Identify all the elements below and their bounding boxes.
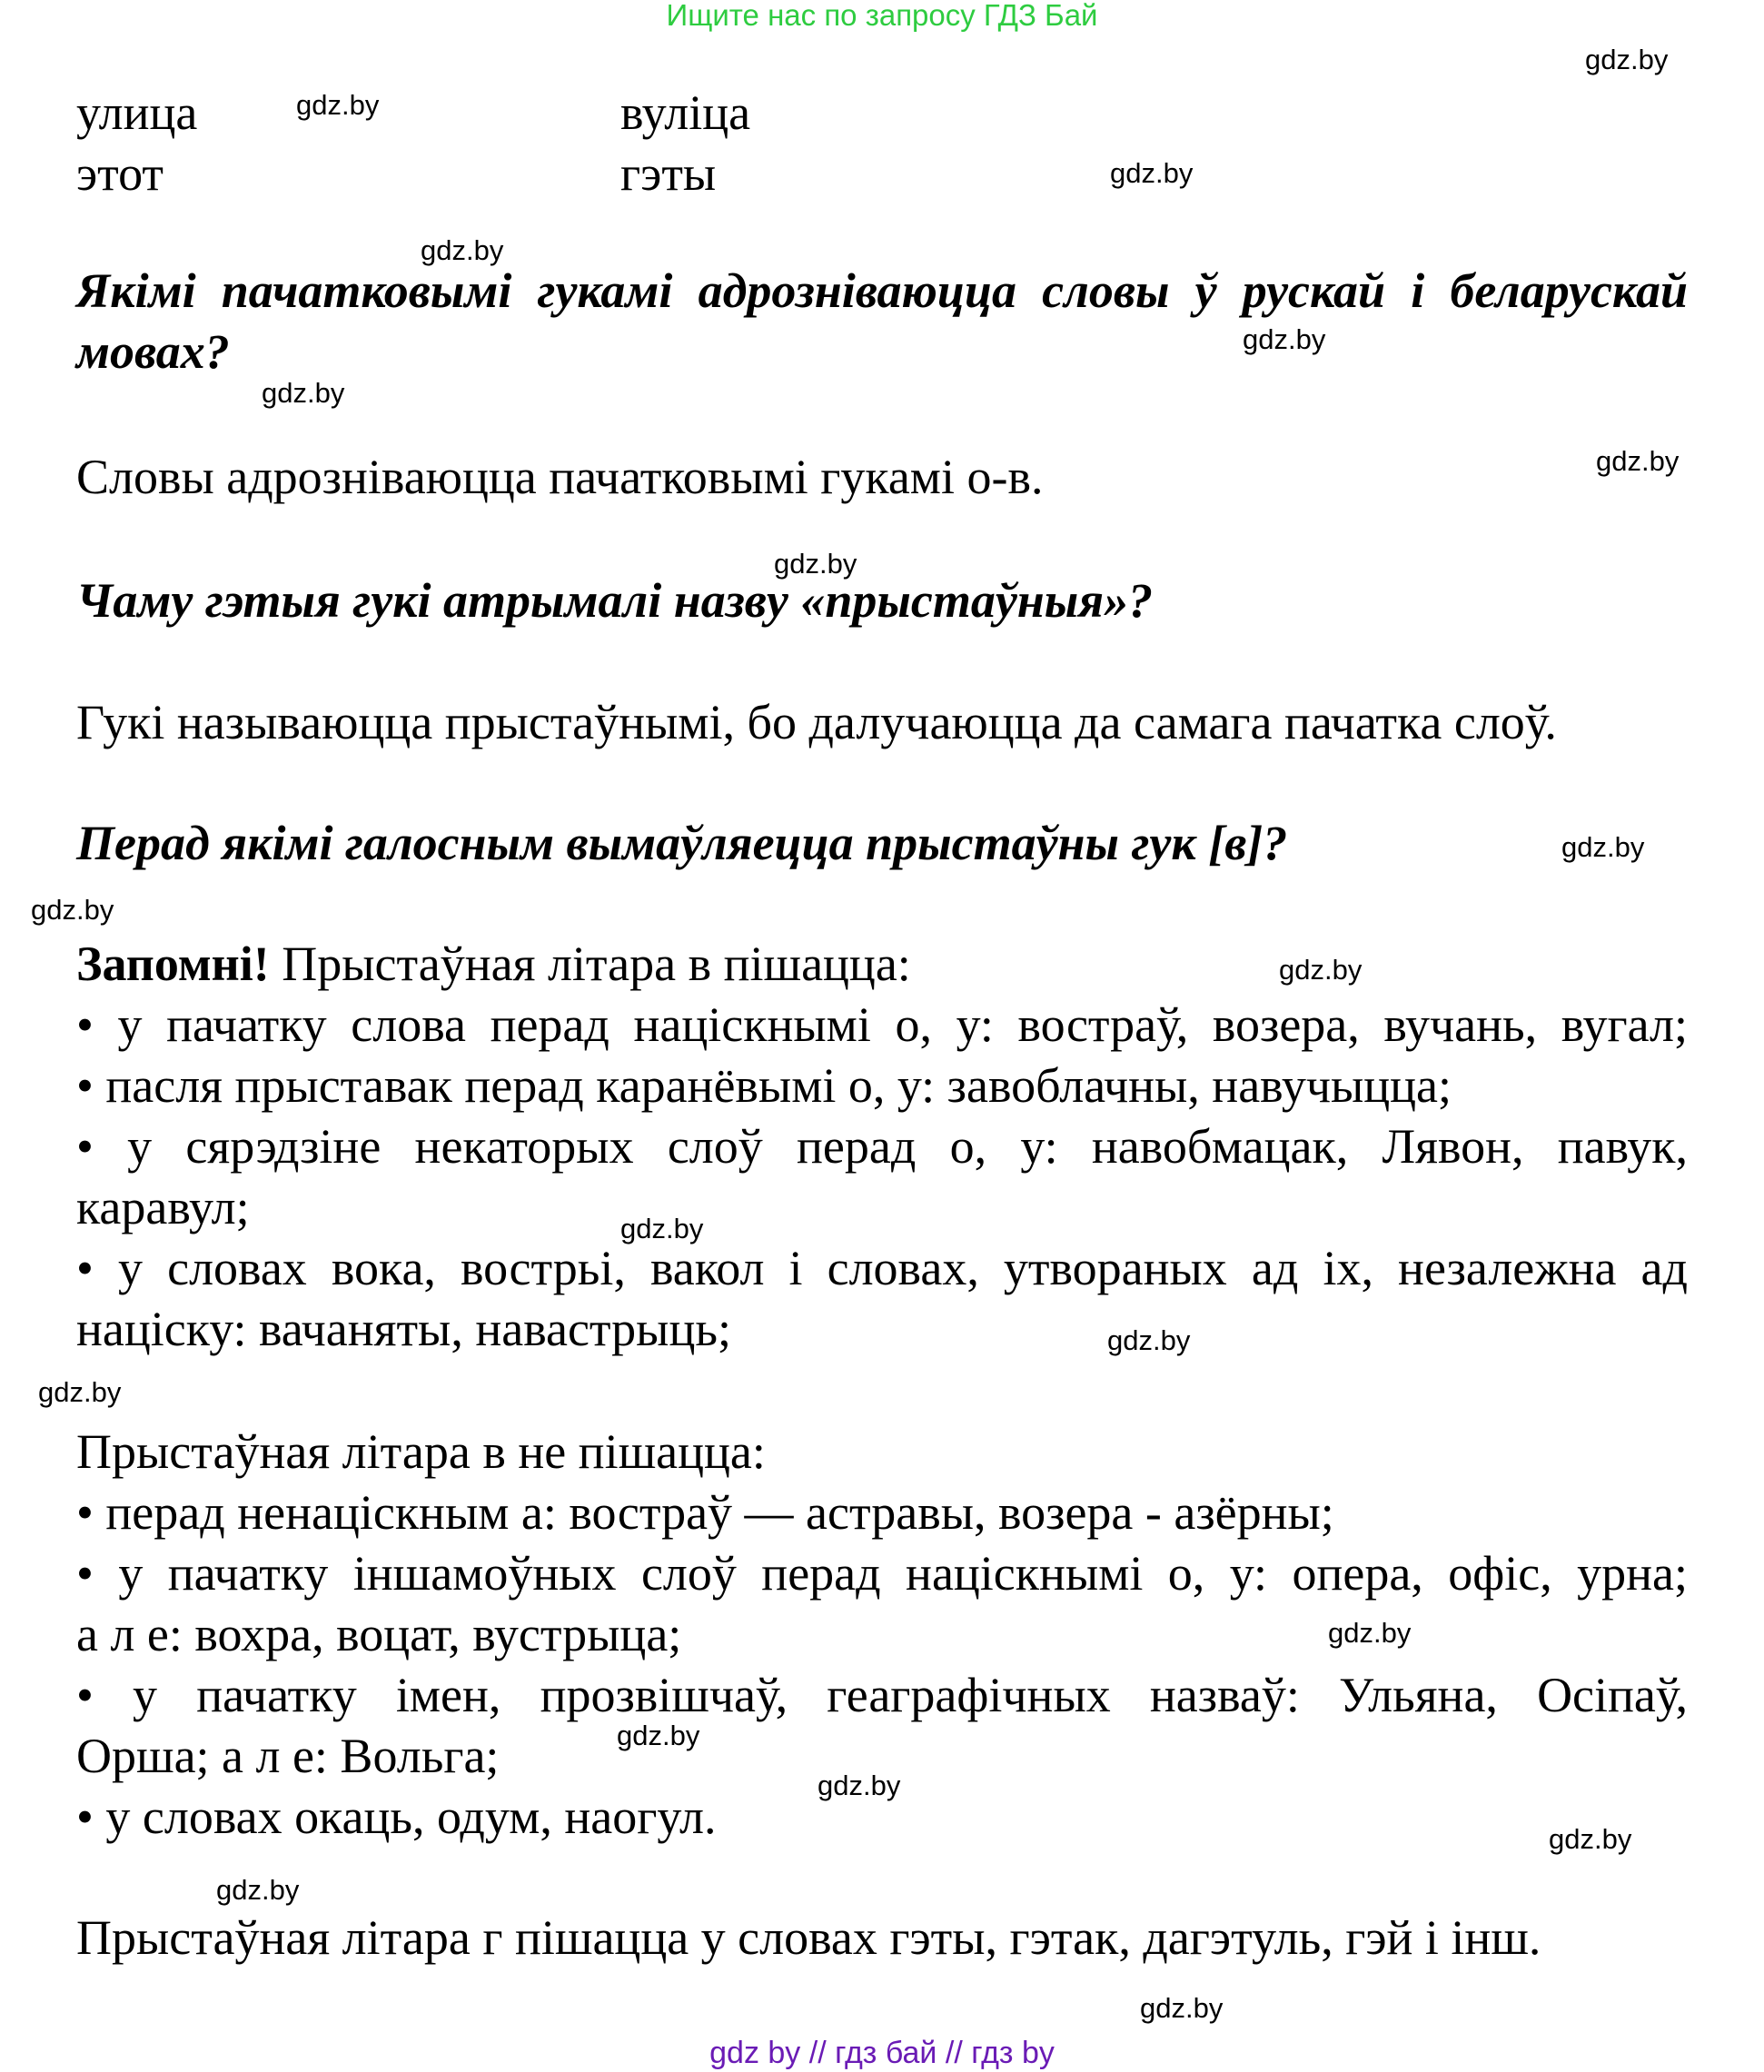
- watermark: gdz.by: [1585, 44, 1669, 75]
- watermark: gdz.by: [262, 377, 345, 409]
- answer-prosthetic-name: Гукі называюцца прыстаўнымі, бо далучаюцца да самага пачатка слоў.: [76, 695, 1557, 749]
- rule-v-not-written: [76, 1422, 1688, 1848]
- watermark: gdz.by: [774, 548, 857, 580]
- word-be: вуліца: [620, 85, 751, 140]
- watermark: gdz.by: [1549, 1823, 1632, 1855]
- watermark: gdz.by: [421, 234, 504, 266]
- search-banner: Ищите нас по запросу ГДЗ Бай: [666, 0, 1098, 32]
- watermark: gdz.by: [1328, 1617, 1412, 1649]
- rule-v-written: [76, 934, 1688, 1360]
- rule-line: а л е: вохра, воцат, вустрыца;: [76, 1607, 682, 1661]
- watermark: gdz.by: [1561, 831, 1645, 863]
- watermark: gdz.by: [620, 1213, 704, 1244]
- watermark: gdz.by: [1243, 323, 1326, 355]
- rule-line: • у сярэдзіне некаторых слоў перад о, у: навобмацак, Лявон, павук,: [76, 1119, 1688, 1174]
- rule-line: • пасля прыставак перад каранёвымі о, у: завоблачны, навучыцца;: [76, 1058, 1452, 1113]
- word-ru: улица: [76, 85, 198, 140]
- rule-line: націску: вачаняты, навастрыць;: [76, 1302, 731, 1356]
- rule-line: • у пачатку імен, прозвішчаў, геаграфічных назваў: Ульяна, Осіпаў,: [76, 1668, 1688, 1722]
- rule-title: Прыстаўная літара в пішацца:: [269, 937, 911, 991]
- question-prosthetic-name: Чаму гэтыя гукі атрымалі назву «прыстаўныя»?: [76, 573, 1154, 628]
- rule-line: • у пачатку іншамоўных слоў перад націскнымі о, у: опера, офіс, урна;: [76, 1546, 1688, 1601]
- rule-title: Прыстаўная літара в не пішацца:: [76, 1424, 766, 1479]
- watermark: gdz.by: [818, 1770, 901, 1801]
- rule-line: Орша; а л е: Вольга;: [76, 1729, 500, 1783]
- rule-g-written: Прыстаўная літара г пішацца у словах гэты, гэтак, дагэтуль, гэй і інш.: [76, 1910, 1541, 1965]
- watermark: gdz.by: [31, 894, 114, 926]
- watermark: gdz.by: [617, 1720, 700, 1751]
- rule-line: каравул;: [76, 1180, 250, 1234]
- watermark: gdz.by: [1279, 954, 1363, 986]
- remember-label: Запомні!: [76, 937, 270, 991]
- rule-line: • у пачатку слова перад націскнымі о, у: востраў, возера, вучань, вугал;: [76, 997, 1688, 1052]
- word-ru: этот: [76, 146, 164, 201]
- watermark: gdz.by: [296, 89, 380, 121]
- question-prosthetic-v: Перад якімі галосным вымаўляецца прыстаўны гук [в]?: [76, 816, 1288, 870]
- watermark: gdz.by: [1596, 445, 1680, 477]
- word-be: гэты: [620, 146, 717, 201]
- footer-links: gdz by // гдз бай // гдз by: [709, 2036, 1055, 2070]
- watermark: gdz.by: [1107, 1324, 1191, 1356]
- question-initial-sounds: Якімі пачатковымі гукамі адрозніваюцца словы ў рускай і беларускай мовах?: [76, 263, 1688, 379]
- watermark: gdz.by: [216, 1874, 300, 1906]
- watermark: gdz.by: [38, 1376, 122, 1408]
- watermark: gdz.by: [1140, 1992, 1224, 2024]
- rule-line: • у словах окаць, одум, наогул.: [76, 1789, 717, 1844]
- rule-line: • перад ненаціскным а: востраў — астравы, возера - азёрны;: [76, 1485, 1334, 1540]
- answer-initial-sounds: Словы адрозніваюцца пачатковымі гукамі о-в.: [76, 450, 1044, 504]
- watermark: gdz.by: [1110, 157, 1194, 189]
- rule-line: • у словах вока, вострьі, вакол і словах, утвораных ад іх, незалежна ад: [76, 1241, 1688, 1295]
